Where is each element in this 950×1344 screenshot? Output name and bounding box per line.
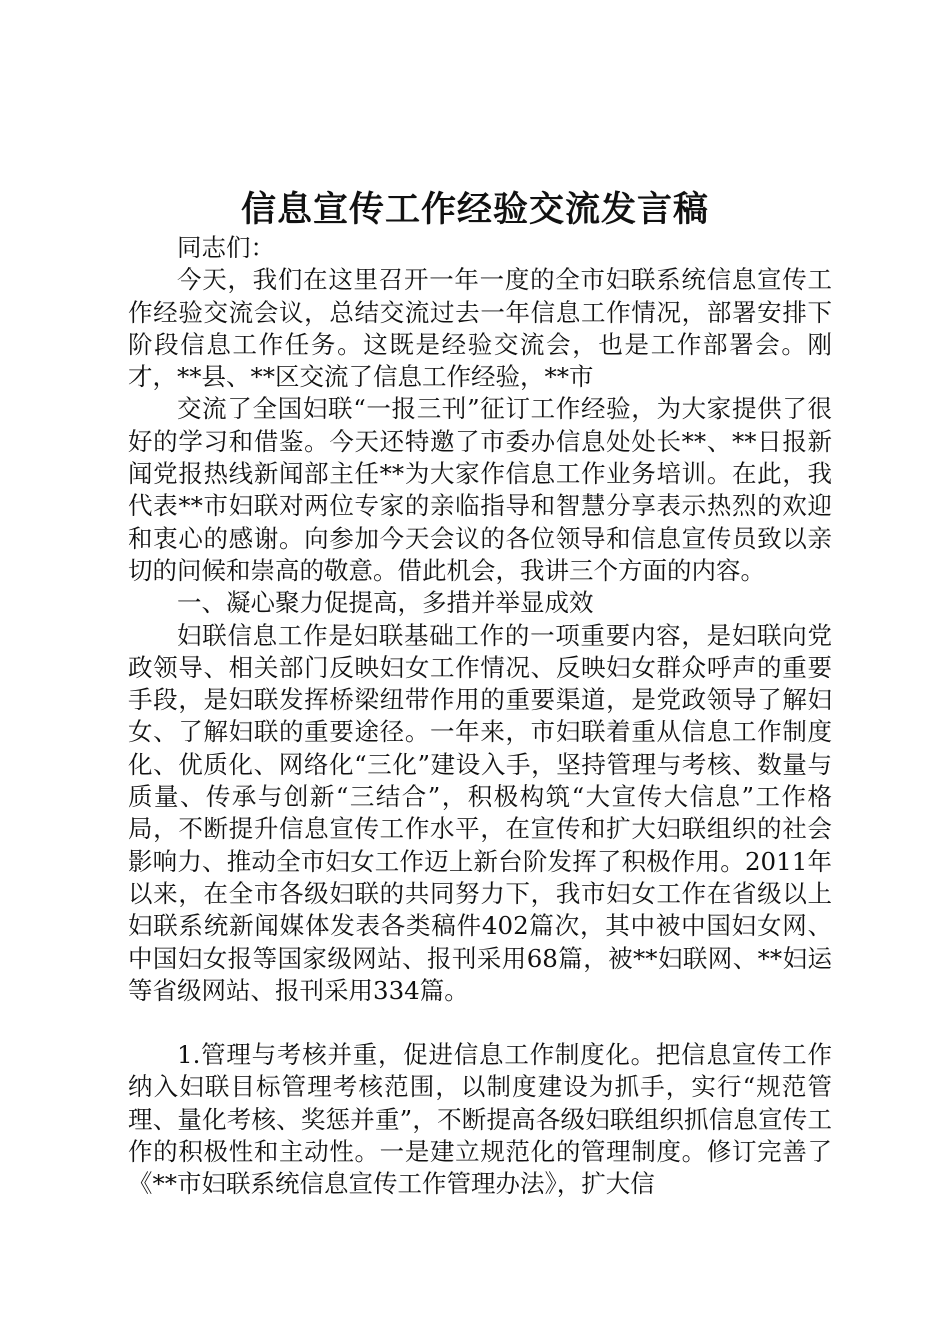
section-heading-1: 一、凝心聚力促提高，多措并举显成效	[177, 588, 594, 618]
paragraph-section-1: 妇联信息工作是妇联基础工作的一项重要内容，是妇联向党政领导、相关部门反映妇女工作情况、反映妇女群众呼声的重要手段，是妇联发挥桥梁纽带作用的重要渠道，是党政领导了解妇女、了解妇联的重要途径。一年来，市妇联着重从信息工作制度化、优质化、网络化“三化”建设入手，坚持管理与考核、数量与质量、传承与创新“三结合”，积极构筑“大宣传大信息”工作格局，不断提升信息宣传工作水平，在宣传和扩大妇联组织的社会影响力、推动全市妇女工作迈上新台阶发挥了积极作用。2011年以来，在全市各级妇联的共同努力下，我市妇女工作在省级以上妇联系统新闻媒体发表各类稿件402篇次，其中被中国妇女网、中国妇女报等国家级网站、报刊采用68篇，被**妇联网、**妇运等省级网站、报刊采用334篇。	[128, 620, 832, 1005]
document-title: 信息宣传工作经验交流发言稿	[240, 189, 709, 230]
paragraph-point-1: 1.管理与考核并重，促进信息工作制度化。把信息宣传工作纳入妇联目标管理考核范围，以制度建设为抓手，实行“规范管理、量化考核、奖惩并重”，不断提高各级妇联组织抓信息宣传工作的积极性和主动性。一是建立规范化的管理制度。修订完善了《**市妇联系统信息宣传工作管理办法》，扩大信	[128, 1040, 832, 1199]
document-body	[128, 232, 832, 1201]
paragraph-opening: 今天，我们在这里召开一年一度的全市妇联系统信息宣传工作经验交流会议，总结交流过去一年信息工作情况，部署安排下阶段信息工作任务。这既是经验交流会，也是工作部署会。刚才，**县、**区交流了信息工作经验，**市	[128, 265, 832, 392]
salutation: 同志们：	[177, 233, 275, 262]
paragraph-gap	[128, 1007, 832, 1039]
paragraph-thanks: 交流了全国妇联“一报三刊”征订工作经验，为大家提供了很好的学习和借鉴。今天还特邀了市委办信息处处长**、**日报新闻党报热线新闻部主任**为大家作信息工作业务培训。在此，我代表**市妇联对两位专家的亲临指导和智慧分享表示热烈的欢迎和衷心的感谢。向参加今天会议的各位领导和信息宣传员致以亲切的问候和崇高的敬意。借此机会，我讲三个方面的内容。	[128, 394, 832, 585]
